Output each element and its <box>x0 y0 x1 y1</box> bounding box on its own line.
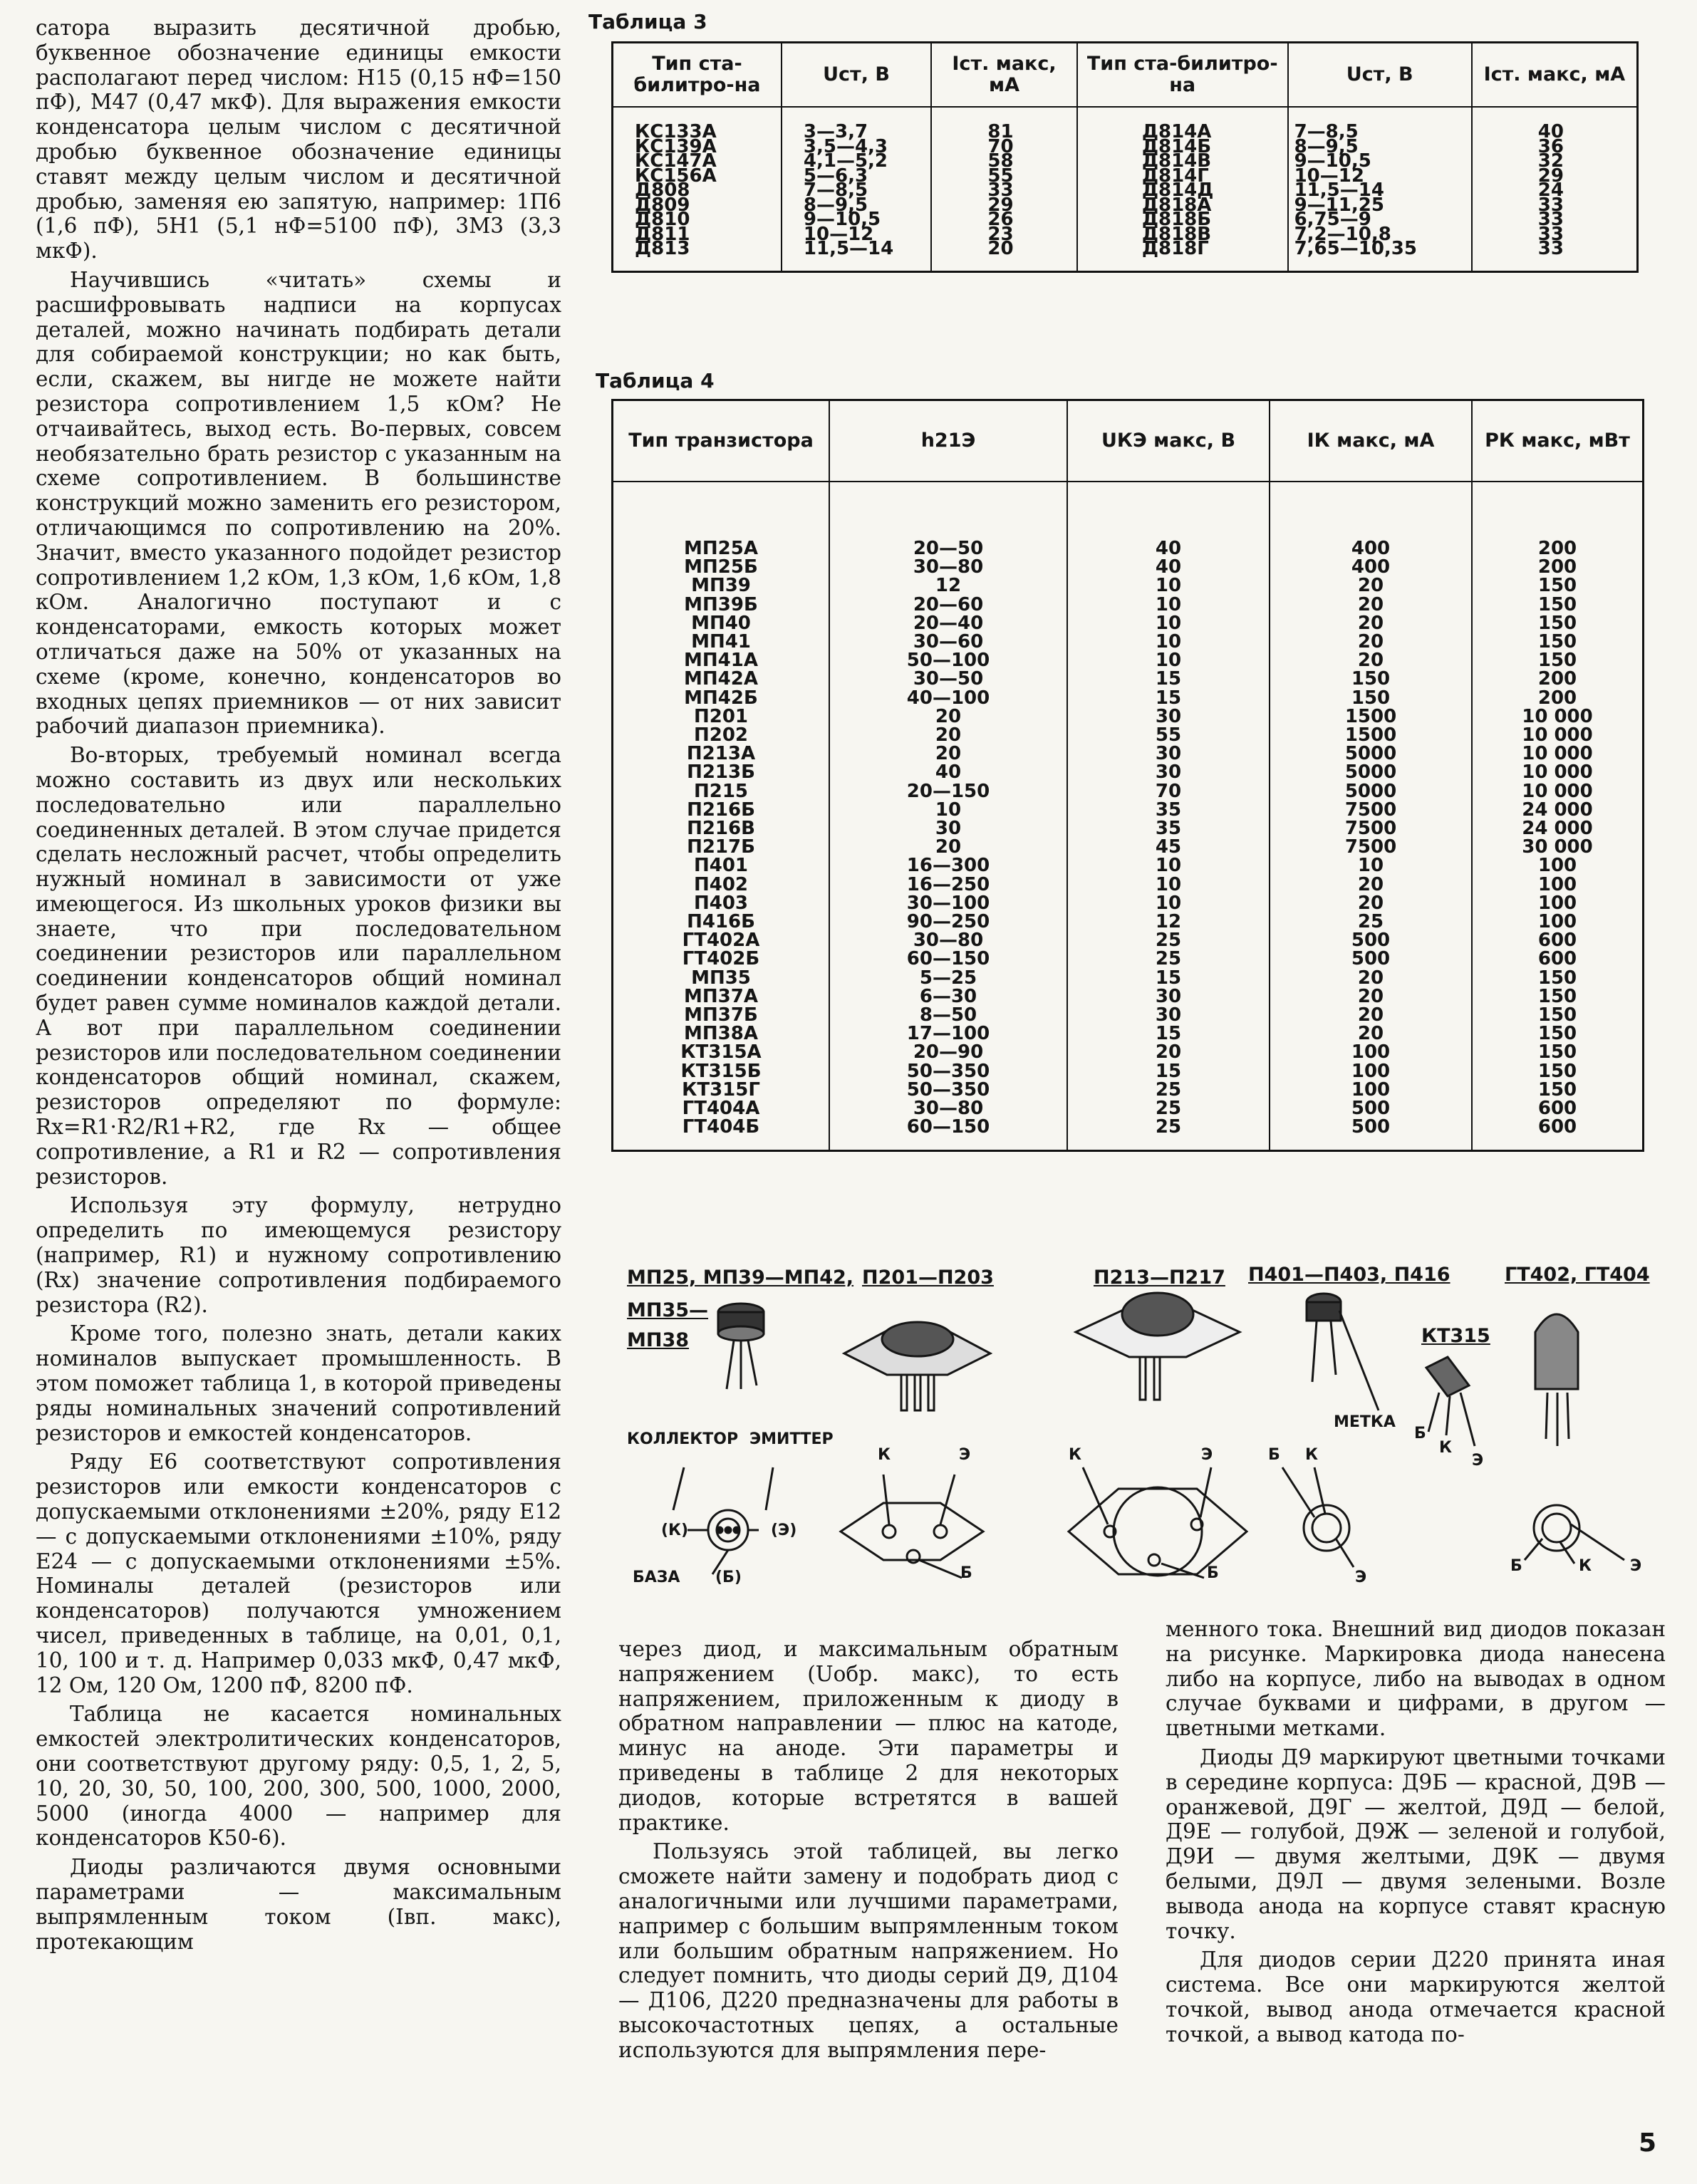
col-header: UКЭ макс, В <box>1067 400 1270 482</box>
cell-ik: 400 400 20 20 20 20 20 150 150 1500 1500 5000 5000 5000 7500 7500 7500 10 20 20 25 500 500 20 20 20 20 100 100 100 500 500 <box>1270 482 1472 1150</box>
figure-label: МП35— <box>627 1299 709 1321</box>
figure-label: П401—П403, П416 <box>1248 1264 1451 1286</box>
pin-label: Б <box>960 1564 972 1582</box>
col-header: Uст, В <box>1288 43 1472 108</box>
p201-pin-diagram <box>841 1475 983 1578</box>
cell-current: 81 70 58 55 33 29 26 23 20 <box>931 107 1077 271</box>
paragraph: менного тока. Внешний вид диодов показан на рисунке. Маркировка диода нанесена либо на корпусе, либо на выводах в одном случае буквами и цифрами, в другом — цветными метками. <box>1166 1617 1666 1741</box>
table-row <box>613 107 1638 271</box>
table4-caption: Таблица 4 <box>596 369 715 392</box>
paragraph: Для диодов серии Д220 принята иная система. Все они маркируются желтой точкой, вывод анода отмечается красной точкой, а вывод катода по- <box>1166 1948 1666 2047</box>
figure-label: П201—П203 <box>862 1267 994 1289</box>
pin-label: Б <box>1207 1564 1219 1582</box>
cell-current: 40 36 32 29 24 33 33 33 33 <box>1537 121 1564 259</box>
col-header: Тип ста-билитро-на <box>1077 43 1288 108</box>
mp25-package-drawing <box>718 1304 764 1389</box>
col-header: Uст, В <box>782 43 931 108</box>
cell-types: МП25А МП25Б МП39 МП39Б МП40 МП41 МП41А МП42А МП42Б П201 П202 П213А П213Б П215 П216Б П216В П217Б П401 П402 П403 П416Б ГТ402А ГТ402Б МП35 МП37А МП37Б МП38А КТ315А КТ315Б КТ315Г ГТ404А ГТ404Б <box>613 482 830 1150</box>
mp25-pin-diagram <box>673 1467 773 1574</box>
pin-label: Б <box>1510 1557 1522 1575</box>
paragraph: Ряду Е6 соответствуют сопротивления резисторов или емкости конденсаторов с допускаемыми отклонениями ±20%, ряду Е12 — с допускаемыми отклонениями ±10%, ряду Е24 — с допускаемыми отклонениями ±5%. Номиналы деталей (резисторов или конденсаторов) получаются умножением чисел, приведенных в таблице, на 0,01, 0,1, 10, 100 и т. д. Например 0,033 мкФ, 0,47 мкФ, 12 Ом, 120 Ом, 1200 пФ, 8200 пФ. <box>36 1450 561 1697</box>
cell-voltage: 3—3,7 3,5—4,3 4,1—5,2 5—6,3 7—8,5 8—9,5 9—10,5 10—12 11,5—14 <box>782 107 931 271</box>
figure-label: П213—П217 <box>1094 1267 1225 1289</box>
p201-package-drawing <box>844 1322 990 1410</box>
pin-label: Э <box>959 1446 971 1464</box>
col-header: Тип транзистора <box>613 400 830 482</box>
middle-text-column <box>618 1637 1119 2067</box>
pin-label: К <box>1305 1446 1318 1464</box>
pin-label: К <box>1439 1439 1452 1457</box>
right-text-column <box>1166 1617 1666 2052</box>
cell-types: Д814А Д814Б Д814В Д814Г Д814Д Д818А Д818Б Д818В Д818Г <box>1077 107 1288 271</box>
figure-label: МП38 <box>627 1329 690 1351</box>
figure-label: КТ315 <box>1421 1325 1490 1347</box>
metka-label: МЕТКА <box>1334 1413 1396 1431</box>
cell-pk: 200 200 150 150 150 150 150 200 200 10 000 10 000 10 000 10 000 10 000 24 000 24 000 30 000 100 100 100 100 600 600 150 150 150 150 150 150 150 600 600 <box>1522 538 1593 1138</box>
col-header: PК макс, мВт <box>1472 400 1644 482</box>
col-header: Iст. макс, мА <box>931 43 1077 108</box>
paragraph: сатора выразить десятичной дробью, буквенное обозначение единицы емкости располагают перед числом: Н15 (0,15 нФ=150 пФ), М47 (0,47 мкФ). Для выражения емкости конденсатора целым числом с десятичной дробью буквенное обозначение единицы ставят между целым числом и десятичной дробью, заменяя ею запятую, например: 1П6 (1,6 пФ), 5Н1 (5,1 нФ=5100 пФ), 3М3 (3,3 мкФ). <box>36 16 561 264</box>
pin-label: Э <box>1630 1557 1642 1575</box>
table4-transistors <box>611 399 1644 1152</box>
gt402-pin-diagram <box>1525 1505 1624 1564</box>
pin-label: (Б) <box>715 1569 742 1586</box>
pin-label: Э <box>1355 1569 1367 1586</box>
p401-package-drawing <box>1307 1294 1379 1410</box>
base-label: БАЗА <box>633 1569 680 1586</box>
p213-package-drawing <box>1076 1293 1240 1400</box>
paragraph: Используя эту формулу, нетрудно определить по имеющемуся резистору (например, R1) и нужному сопротивлению (Rx) значение сопротивления подбираемого резистора (R2). <box>36 1193 561 1317</box>
pin-label: Э <box>1472 1452 1484 1470</box>
cell-uke: 40 40 10 10 10 10 10 15 15 30 55 30 30 70 35 35 45 10 10 10 12 25 25 15 30 30 15 20 15 25 25 25 <box>1067 482 1270 1150</box>
cell-types: КС133А КС139А КС147А КС156А Д808 Д809 Д810 Д811 Д813 <box>613 107 782 271</box>
paragraph: Пользуясь этой таблицей, вы легко сможете найти замену и подобрать диод с аналогичными или лучшими параметрами, например с большим выпрямленным током или большим обратным напряжением. Но следует помнить, что диоды серий Д9, Д104 — Д106, Д220 предназначены для работы в высокочастотных цепях, а остальные используются для выпрямления пере- <box>618 1839 1119 2062</box>
col-header: Iст. макс, мА <box>1472 43 1638 108</box>
pin-label: К <box>878 1446 891 1464</box>
gt402-package-drawing <box>1535 1314 1578 1446</box>
pin-label: К <box>1579 1557 1592 1575</box>
paragraph: Диоды различаются двумя основными параметрами — максимальным выпрямленным током (Iвп. макс), протекающим <box>36 1855 561 1954</box>
table-header-row <box>613 43 1638 108</box>
kt315-package-drawing <box>1426 1357 1475 1446</box>
page-number: 5 <box>1639 2128 1657 2158</box>
paragraph: Во-вторых, требуемый номинал всегда можно составить из двух или нескольких последовательно или параллельно соединенных деталей. В этом случае придется сделать несложный расчет, чтобы определить нужный номинал в зависимости от уже имеющегося. Из школьных уроков физики вы знаете, что при последовательном соединении резисторов или параллельном соединении конденсаторов общий номинал будет равен сумме номиналов каждой детали. А вот при параллельном соединении резисторов или последовательном соединении конденсаторов общий номинал, скажем, резисторов определяют по формуле: Rx=R1·R2/R1+R2, где Rx — общее сопротивление, а R1 и R2 — сопротивления резисторов. <box>36 743 561 1189</box>
pin-label: Б <box>1268 1446 1280 1464</box>
emitter-label: ЭМИТТЕР <box>749 1430 834 1448</box>
left-text-column <box>36 16 561 1958</box>
paragraph: Кроме того, полезно знать, детали каких номиналов выпускает промышленность. В этом поможет таблица 1, в которой приведены ряды номинальных значений сопротивлений резисторов и емкостей конденсаторов. <box>36 1321 561 1445</box>
paragraph: Таблица не касается номинальных емкостей электролитических конденсаторов, они соответствуют другому ряду: 0,5, 1, 2, 5, 10, 20, 30, 50, 100, 200, 300, 500, 1000, 2000, 5000 (иногда 4000 — например для конденсаторов К50-6). <box>36 1702 561 1851</box>
cell-h21: 20—50 30—80 12 20—60 20—40 30—60 50—100 30—50 40—100 20 20 20 40 20—150 10 30 20 16—300 16—250 30—100 90—250 30—80 60—150 5—25 6—30 8—50 17—100 20—90 50—350 50—350 30—80 60—150 <box>829 482 1067 1150</box>
paragraph: Диоды Д9 маркируют цветными точками в середине корпуса: Д9Б — красной, Д9В — оранжевой, Д9Г — желтой, Д9Д — белой, Д9Е — голубой, Д9Ж — зеленой и голубой, Д9И — двумя желтыми, Д9К — двумя белыми, Д9Л — двумя зелеными. Возле вывода анода на корпусе ставят красную точку. <box>1166 1744 1666 1943</box>
figure-label: МП25, МП39—МП42, <box>627 1267 854 1289</box>
table3-caption: Таблица 3 <box>588 10 707 33</box>
table-row <box>613 482 1644 1150</box>
table-header-row <box>613 400 1644 482</box>
col-header: h21Э <box>829 400 1067 482</box>
pin-label: Э <box>1201 1446 1213 1464</box>
cell-voltage: 7—8,5 8—9,5 9—10,5 10—12 11,5—14 9—11,25 6,75—9 7,2—10,8 7,65—10,35 <box>1288 107 1472 271</box>
figure-label: ГТ402, ГТ404 <box>1505 1264 1650 1286</box>
pin-label: (К) <box>661 1522 689 1539</box>
col-header: IК макс, мА <box>1270 400 1472 482</box>
collector-label: КОЛЛЕКТОР <box>627 1430 739 1448</box>
table3-zener-diodes <box>611 41 1639 273</box>
p213-pin-diagram <box>1069 1467 1247 1578</box>
pin-label: Б <box>1414 1425 1426 1442</box>
paragraph: Научившись «читать» схемы и расшифровывать надписи на корпусах деталей, можно начинать подбирать детали для собираемой конструкции; но как быть, если, скажем, вы нигде не можете найти резистора сопротивлением 1,5 кОм? Не отчаивайтесь, выход есть. Во-первых, совсем необязательно брать резистор с указанным на схеме сопротивлением. В большинстве конструкций можно заменить его резистором, отличающимся по сопротивлению на 20%. Значит, вместо указанного подойдет резистор сопротивлением 1,2 кОм, 1,3 кОм, 1,6 кОм, 1,8 кОм. Аналогично поступают и с конденсаторами, емкость которых может отличаться даже на 50% от указанных на схеме (кроме, конечно, конденсаторов во входных цепях приемников — от них зависит рабочий диапазон приемника). <box>36 267 561 739</box>
paragraph: через диод, и максимальным обратным напряжением (Uобр. макс), то есть напряжением, приложенным к диоду в обратном направлении — плюс на катоде, минус на аноде. Эти параметры и приведены в таблице 2 для некоторых диодов, которые встретятся в вашей практике. <box>618 1637 1119 1835</box>
col-header: Тип ста-билитро-на <box>613 43 782 108</box>
pin-label: (Э) <box>771 1522 797 1539</box>
pin-label: К <box>1069 1446 1081 1464</box>
p401-pin-diagram <box>1282 1467 1354 1567</box>
